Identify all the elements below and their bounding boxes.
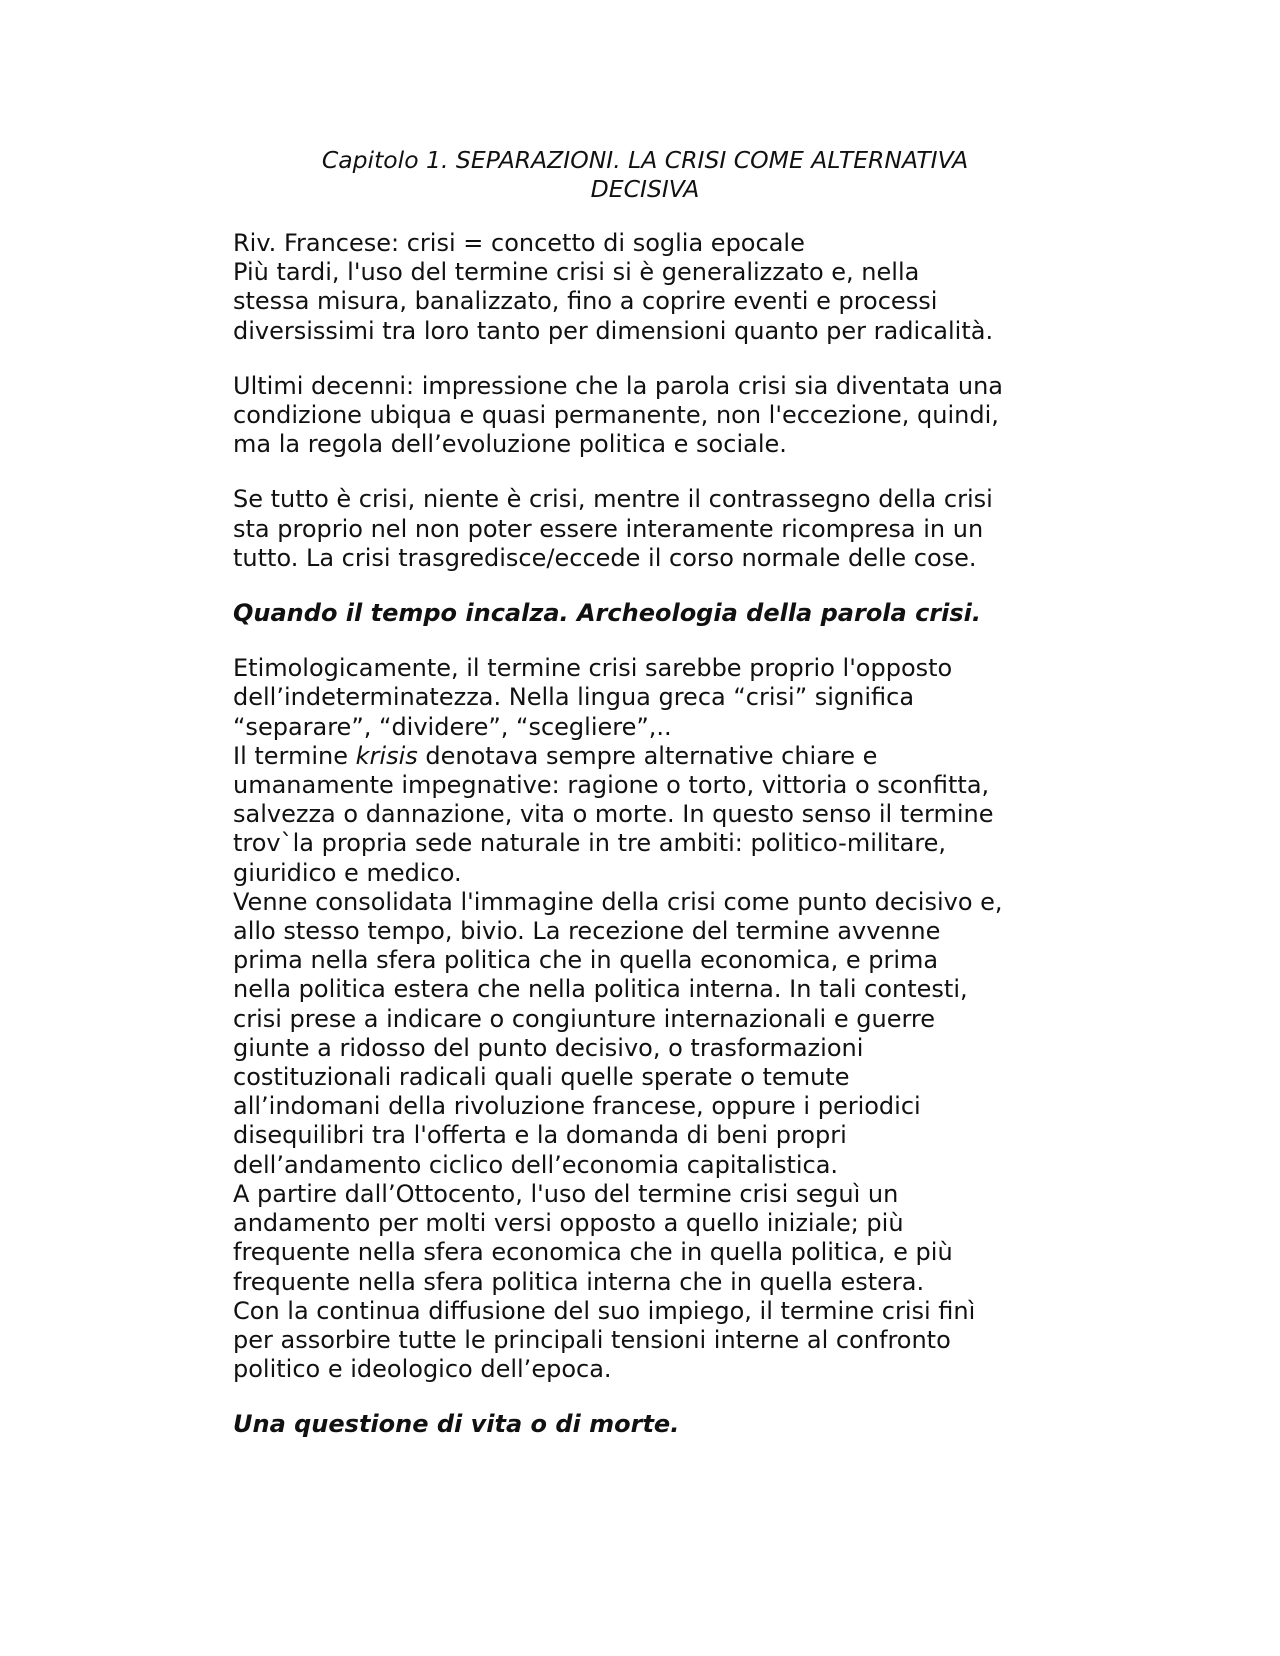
text-line: stessa misura, banalizzato, fino a coprire eventi e processi bbox=[233, 287, 938, 316]
text-line: ma la regola dell’evoluzione politica e sociale. bbox=[233, 430, 787, 459]
text-line: salvezza o dannazione, vita o morte. In questo senso il termine bbox=[233, 800, 994, 829]
text-line: frequente nella sfera politica interna che in quella estera. bbox=[233, 1267, 925, 1296]
text-line: crisi prese a indicare o congiunture internazionali e guerre bbox=[233, 1004, 936, 1033]
paragraph-5 bbox=[233, 742, 1053, 888]
text-line: “separare”, “dividere”, “scegliere”,.. bbox=[233, 712, 672, 741]
text-line: prima nella sfera politica che in quella economica, e prima bbox=[233, 946, 939, 975]
text-line: Venne consolidata l'immagine della crisi come punto decisivo e, bbox=[233, 887, 1003, 916]
text-line bbox=[233, 742, 1053, 771]
document-body bbox=[233, 146, 1053, 1466]
text-line: A partire dall’Ottocento, l'uso del termine crisi seguì un bbox=[233, 1179, 899, 1208]
text-run: denotava sempre alternative chiare e bbox=[417, 741, 878, 770]
text-line: Se tutto è crisi, niente è crisi, mentre il contrassegno della crisi bbox=[233, 485, 993, 514]
text-line: andamento per molti versi opposto a quello iniziale; più bbox=[233, 1209, 904, 1238]
paragraph-6 bbox=[233, 888, 1053, 1180]
text-line: Più tardi, l'uso del termine crisi si è generalizzato e, nella bbox=[233, 258, 920, 287]
text-line: dell’andamento ciclico dell’economia capitalistica. bbox=[233, 1150, 839, 1179]
text-line: per assorbire tutte le principali tensioni interne al confronto bbox=[233, 1325, 951, 1354]
chapter-title-line: DECISIVA bbox=[590, 175, 700, 203]
text-line: Riv. Francese: crisi = concetto di soglia epocale bbox=[233, 229, 805, 257]
paragraph-8 bbox=[233, 1297, 1053, 1385]
text-line: costituzionali radicali quali quelle sperate o temute bbox=[233, 1063, 850, 1092]
chapter-title bbox=[233, 146, 1057, 204]
text-line: nella politica estera che nella politica interna. In tali contesti, bbox=[233, 975, 968, 1004]
text-line: umanamente impegnative: ragione o torto, vittoria o sconfitta, bbox=[233, 771, 990, 800]
text-line: Con la continua diffusione del suo impiego, il termine crisi finì bbox=[233, 1296, 976, 1325]
text-line: tutto. La crisi trasgredisce/eccede il corso normale delle cose. bbox=[233, 543, 977, 572]
text-line: all’indomani della rivoluzione francese, oppure i periodici bbox=[233, 1092, 921, 1121]
paragraph-2 bbox=[233, 372, 1053, 460]
text-line: giuridico e medico. bbox=[233, 858, 462, 887]
text-line: diversissimi tra loro tanto per dimensioni quanto per radicalità. bbox=[233, 316, 994, 345]
text-line: frequente nella sfera economica che in quella politica, e più bbox=[233, 1238, 953, 1267]
text-line: condizione ubiqua e quasi permanente, non l'eccezione, quindi, bbox=[233, 401, 999, 430]
text-line: trov`la propria sede naturale in tre ambiti: politico-militare, bbox=[233, 829, 947, 858]
text-line: Etimologicamente, il termine crisi sarebbe proprio l'opposto bbox=[233, 654, 953, 683]
paragraph-1 bbox=[233, 229, 1053, 346]
text-line: allo stesso tempo, bivio. La recezione del termine avvenne bbox=[233, 917, 941, 946]
text-line: dell’indeterminatezza. Nella lingua greca “crisi” significa bbox=[233, 683, 915, 712]
text-line: disequilibri tra l'offerta e la domanda di beni propri bbox=[233, 1121, 847, 1150]
section-heading-vita-morte: Una questione di vita o di morte. bbox=[233, 1410, 680, 1439]
text-line: sta proprio nel non poter essere interamente ricompresa in un bbox=[233, 514, 984, 543]
paragraph-7 bbox=[233, 1180, 1053, 1297]
chapter-title-line: Capitolo 1. SEPARAZIONI. LA CRISI COME ALTERNATIVA bbox=[321, 146, 969, 174]
text-line: Ultimi decenni: impressione che la parola crisi sia diventata una bbox=[233, 371, 1003, 400]
emphasis-krisis: krisis bbox=[355, 741, 418, 770]
text-line: politico e ideologico dell’epoca. bbox=[233, 1355, 612, 1384]
paragraph-4 bbox=[233, 654, 1053, 742]
paragraph-3 bbox=[233, 485, 1053, 573]
text-line: giunte a ridosso del punto decisivo, o trasformazioni bbox=[233, 1033, 864, 1062]
text-run: Il termine bbox=[233, 741, 356, 770]
section-heading-archeologia: Quando il tempo incalza. Archeologia della parola crisi. bbox=[233, 599, 981, 628]
